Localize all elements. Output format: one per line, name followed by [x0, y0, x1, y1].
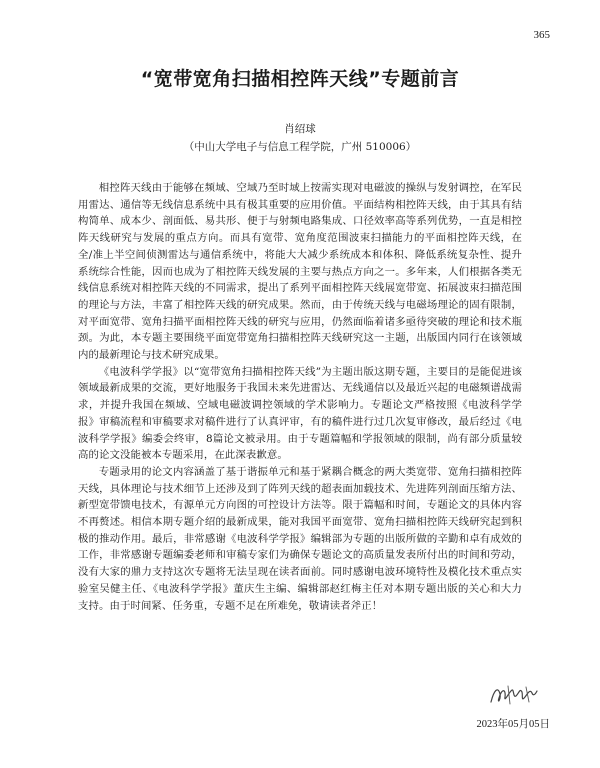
paragraph-3: 专题录用的论文内容涵盖了基于谐振单元和基于紧耦合概念的两大类宽带、宽角扫描相控阵天线，具体理论与技术细节上还涉及到了阵列天线的超表面加载技术、先进阵列剖面压缩方法、新型宽带馈电技术，有源单元方向图的可控设计方法等。限于篇幅和时间，专题论文的具体内容不再赘述。相信本期专题介绍的最新成果，能对我国平面宽带、宽角扫描相控阵天线研究起到积极的推动作用。最后，非常感谢《电波科学学报》编辑部为专题的出版所做的辛勤和卓有成效的工作，非常感谢专题编委老师和审稿专家们为确保专题论文的高质量发表所付出的时间和劳动，没有大家的鼎力支持这次专题将无法呈现在读者面前。同时感谢电波环境特性及模化技术重点实验室吴健主任、《电波科学学报》董庆生主编、编辑部赵红梅主任对本期专题出版的关心和大力支持。由于时间紧、任务重，专题不足在所难免，敬请读者斧正！: [78, 465, 522, 612]
handwritten-signature: [488, 680, 540, 710]
date: 2023年05月05日: [476, 719, 550, 730]
paragraph-2: 《电波科学学报》以“宽带宽角扫描相控阵天线”为主题出版这期专题，主要目的是能促进该领域最新成果的交流，更好地服务于我国未来先进雷达、无线通信以及最近兴起的电磁频谱战需求，并提升我国在频域、空域电磁波调控领域的学术影响力。专题论文严格按照《电波科学学报》审稿流程和审稿要求对稿件进行了认真评审，有的稿件进行过几次复审修改，最后经过《电波科学学报》编委会终审，8篇论文被录用。由于专题篇幅和学报领域的限制，尚有部分质量较高的论文没能被本专题采用，在此深表歉意。: [78, 365, 522, 462]
author-affiliation: （中山大学电子与信息工程学院，广州 510006）: [183, 141, 417, 153]
paragraph-1: 相控阵天线由于能够在频域、空域乃至时域上按需实现对电磁波的操纵与发射调控，在军民用雷达、通信等无线信息系统中具有极其重要的应用价值。平面结构相控阵天线，由于其具有结构简单、成本少、剖面低、易共形、便于与射频电路集成、口径效率高等系列优势，一直是相控阵天线研究与发展的重点方向。而具有宽带、宽角度范围波束扫描能力的平面相控阵天线，在全/准上半空间侦测雷达与通信系统中，将能大大减少系统成本和体积、降低系统复杂性、提升系统综合性能，因而也成为了相控阵天线发展的主要与热点方向之一。多年来，人们根据各类无线信息系统对相控阵天线的不同需求，提出了系列平面相控阵天线展宽带宽、拓展波束扫描范围的理论与方法，丰富了相控阵天线的研究成果。然而，由于传统天线与电磁场理论的固有限制，对平面宽带、宽角扫描平面相控阵天线的研究与应用，仍然面临着诸多亟待突破的理论和技术瓶颈。为此，本专题主要围绕平面宽带宽角扫描相控阵天线研究这一主题，出版国内同行在该领域内的最新理论与技术研究成果。: [78, 182, 522, 362]
author-name: 肖绍球: [284, 123, 316, 135]
page-number: 365: [533, 29, 550, 41]
body-text: [78, 180, 522, 614]
page-title: “宽带宽角扫描相控阵天线”专题前言: [140, 68, 460, 90]
